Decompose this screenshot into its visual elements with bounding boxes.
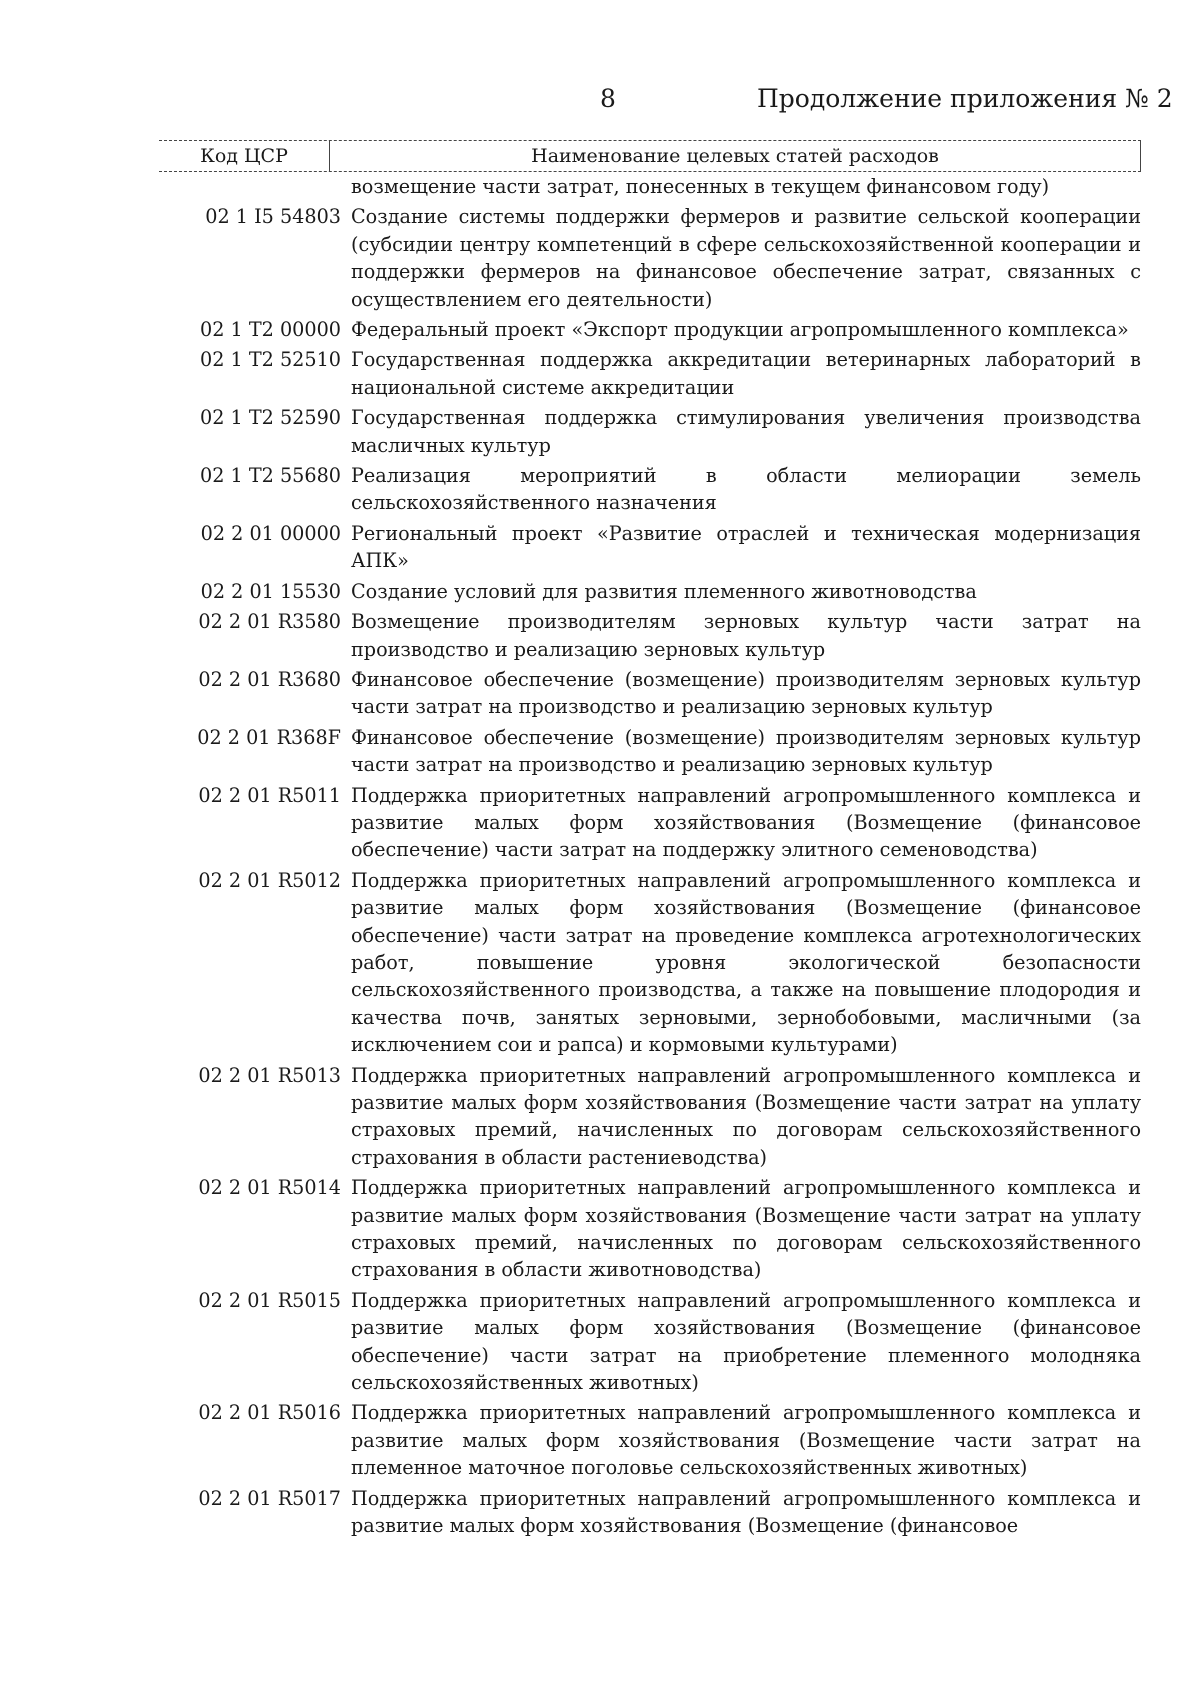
table-body bbox=[159, 173, 1141, 1540]
row-code: 02 2 01 R5013 bbox=[198, 1063, 341, 1087]
row-code: 02 2 01 R5012 bbox=[198, 868, 341, 892]
row-name: Поддержка приоритетных направлений агропромышленного комплекса и развитие малых форм хозяйствования (Возмещение (финансовое обеспечение) части затрат на проведение комплекса агротехнологических работ, повышение уровня экологической безопасности сельскохозяйственного производства, а также на повышение плодородия и качества почв, занятых зерновыми, зернобобовыми, масличными (за исключением сои и рапса) и кормовыми культурами) bbox=[351, 868, 1141, 1057]
row-name: возмещение части затрат, понесенных в текущем финансовом году) bbox=[351, 175, 1050, 198]
row-name: Финансовое обеспечение (возмещение) производителям зерновых культур части затрат на производство и реализацию зерновых культур bbox=[351, 725, 1141, 777]
row-name: Государственная поддержка стимулирования увеличения производства масличных культур bbox=[351, 406, 1141, 457]
table-row bbox=[159, 666, 1141, 721]
row-name: Государственная поддержка аккредитации ветеринарных лабораторий в национальной системе аккредитации bbox=[351, 348, 1141, 399]
row-name: Поддержка приоритетных направлений агропромышленного комплекса и развитие малых форм хозяйствования (Возмещение части затрат на племенное маточное поголовье сельскохозяйственных животных) bbox=[351, 1401, 1141, 1480]
row-code: 02 2 01 R3680 bbox=[198, 667, 341, 691]
target-expense-table bbox=[159, 140, 1141, 1543]
row-code: 02 1 T2 55680 bbox=[200, 464, 341, 488]
appendix-continuation-label: Продолжение приложения № 2 bbox=[757, 84, 1173, 113]
row-code: 02 1 T2 52510 bbox=[200, 348, 341, 372]
row-name: Создание системы поддержки фермеров и развитие сельской кооперации (субсидии центру компетенций в сфере сельскохозяйственной кооперации и поддержки фермеров на финансовое обеспечение затрат, связанных с осуществлением его деятельности) bbox=[351, 205, 1141, 311]
table-row bbox=[159, 782, 1141, 864]
table-row bbox=[159, 1174, 1141, 1284]
row-code: 02 1 T2 52590 bbox=[200, 406, 341, 430]
table-row bbox=[159, 520, 1141, 575]
table-row bbox=[159, 1062, 1141, 1172]
row-code: 02 2 01 R5014 bbox=[198, 1176, 341, 1200]
page-number: 8 bbox=[600, 84, 616, 113]
row-name: Поддержка приоритетных направлений агропромышленного комплекса и развитие малых форм хозяйствования (Возмещение (финансовое обеспечение) части затрат на приобретение племенного молодняка сельскохозяйственных животных) bbox=[351, 1288, 1141, 1395]
column-header-name: Наименование целевых статей расходов bbox=[329, 141, 1141, 171]
table-row bbox=[159, 578, 1141, 605]
table-row bbox=[159, 462, 1141, 517]
row-name: Поддержка приоритетных направлений агропромышленного комплекса и развитие малых форм хозяйствования (Возмещение (финансовое обеспечение) части затрат на поддержку элитного семеноводства) bbox=[351, 783, 1141, 862]
table-row bbox=[159, 404, 1141, 459]
row-name: Региональный проект «Развитие отраслей и техническая модернизация АПК» bbox=[351, 521, 1141, 573]
row-name: Поддержка приоритетных направлений агропромышленного комплекса и развитие малых форм хозяйствования (Возмещение части затрат на уплату страховых премий, начисленных по договорам сельскохозяйственного страхования в области животноводства) bbox=[351, 1176, 1141, 1282]
table-row bbox=[159, 608, 1141, 663]
row-name: Реализация мероприятий в области мелиорации земель сельскохозяйственного назначения bbox=[351, 464, 1141, 515]
column-header-code: Код ЦСР bbox=[200, 145, 288, 167]
row-name: Поддержка приоритетных направлений агропромышленного комплекса и развитие малых форм хозяйствования (Возмещение части затрат на уплату страховых премий, начисленных по договорам сельскохозяйственного страхования в области растениеводства) bbox=[351, 1063, 1141, 1169]
table-row bbox=[159, 1287, 1141, 1397]
row-code: 02 2 01 R5017 bbox=[198, 1486, 341, 1510]
row-code: 02 2 01 R5015 bbox=[198, 1288, 341, 1312]
row-name: Финансовое обеспечение (возмещение) производителям зерновых культур части затрат на производство и реализацию зерновых культур bbox=[351, 667, 1141, 719]
row-code: 02 2 01 R5011 bbox=[198, 783, 341, 807]
row-code: 02 1 T2 00000 bbox=[200, 318, 341, 342]
table-header bbox=[159, 140, 1141, 172]
row-code: 02 2 01 R368F bbox=[197, 725, 341, 749]
row-code: 02 1 I5 54803 bbox=[205, 205, 341, 229]
table-row bbox=[159, 724, 1141, 779]
row-code: 02 2 01 R5016 bbox=[198, 1401, 341, 1425]
row-code: 02 2 01 00000 bbox=[200, 521, 341, 545]
row-code: 02 2 01 R3580 bbox=[198, 610, 341, 634]
row-name: Федеральный проект «Экспорт продукции агропромышленного комплекса» bbox=[351, 318, 1129, 342]
row-name: Возмещение производителям зерновых культур части затрат на производство и реализацию зерновых культур bbox=[351, 610, 1141, 661]
table-row bbox=[159, 173, 1141, 200]
row-name: Поддержка приоритетных направлений агропромышленного комплекса и развитие малых форм хозяйствования (Возмещение (финансовое bbox=[351, 1486, 1141, 1538]
table-row bbox=[159, 1399, 1141, 1481]
table-row bbox=[159, 867, 1141, 1059]
row-name: Создание условий для развития племенного животноводства bbox=[351, 579, 977, 603]
table-row bbox=[159, 316, 1141, 343]
row-code: 02 2 01 15530 bbox=[200, 579, 341, 603]
table-row bbox=[159, 346, 1141, 401]
table-row bbox=[159, 203, 1141, 313]
table-row bbox=[159, 1485, 1141, 1540]
